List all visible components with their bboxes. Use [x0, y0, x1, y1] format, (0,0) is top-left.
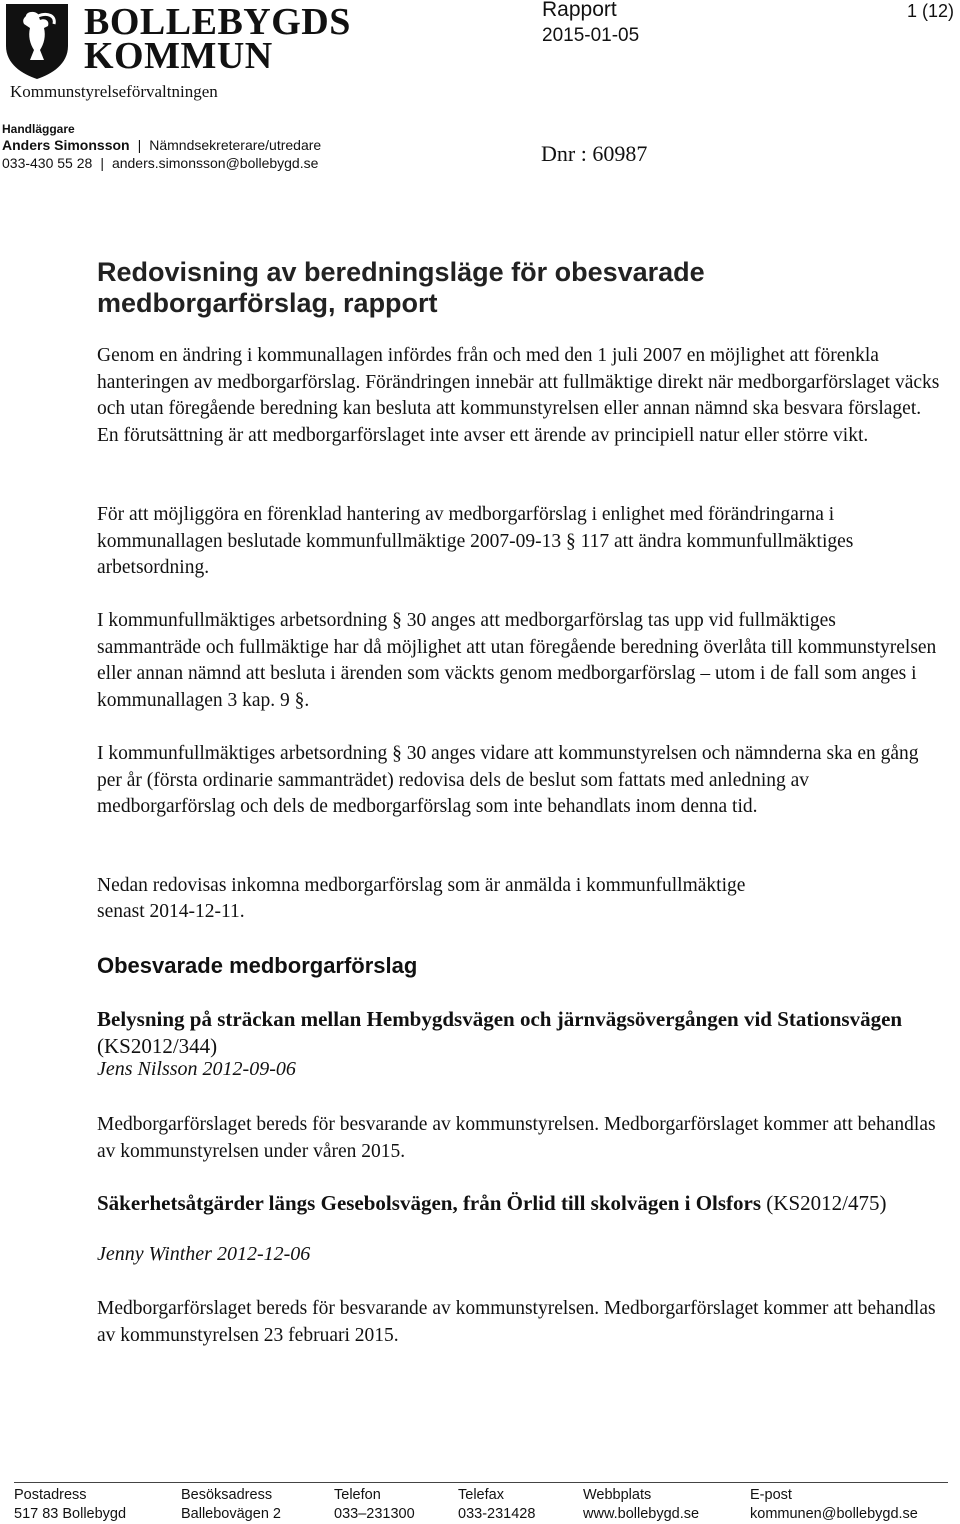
municipality-name-line1: BOLLEBYGDS: [84, 1, 351, 43]
body-paragraph: I kommunfullmäktiges arbetsordning § 30 anges att medborgarförslag tas upp vid fullmäktiges sammanträde och fullmäktige har då möjlighet att utan föregående beredning överlåta till kommunstyrelsen eller annan nämnd att besluta i ärenden som väckts genom medborgarförslag – utom i de fall som anges i kommunallagen 3 kap. 9 §.: [97, 610, 937, 711]
handler-contact-line: [2, 155, 318, 171]
section-heading: Obesvarade medborgarförslag: [97, 953, 418, 978]
handler-label: Handläggare: [2, 122, 75, 136]
handler-email[interactable]: anders.simonsson@bollebygd.se: [111, 155, 319, 171]
footer-label: Postadress: [14, 1487, 87, 1503]
footer-value[interactable]: kommunen@bollebygd.se: [750, 1506, 918, 1522]
footer-value: 033-231428: [458, 1506, 536, 1522]
body-paragraph: senast 2014-12-11.: [97, 901, 245, 922]
proposal-title-text: Belysning på sträckan mellan Hembygdsvägen och järnvägsövergången vid Stationsvägen: [97, 1007, 903, 1031]
department-name: Kommunstyrelseförvaltningen: [10, 82, 218, 101]
footer-website[interactable]: [583, 1486, 699, 1524]
handler-name: Anders Simonsson: [2, 137, 130, 153]
footer-label: E-post: [750, 1487, 792, 1503]
proposal-reference: (KS2012/475): [766, 1191, 887, 1215]
footer-label: Webbplats: [583, 1487, 652, 1503]
footer-fax: [458, 1486, 535, 1524]
footer-email[interactable]: [750, 1486, 918, 1524]
footer-value: 517 83 Bollebygd: [14, 1506, 127, 1522]
registration-number: Dnr : 60987: [541, 141, 648, 166]
page-number: 1 (12): [906, 1, 954, 21]
body-paragraph: Genom en ändring i kommunallagen infördes från och med den 1 juli 2007 en möjlighet att förenkla hanteringen av medborgarförslag. Förändringen innebär att fullmäktige direkt när medborgarförslaget väcks och utan föregående beredning kan besluta att kommunstyrelsen eller annan nämnd ska besvara förslaget. En förutsättning är att medborgarförslaget inte avser ett ärende av principiell natur eller större vikt.: [97, 345, 940, 446]
proposal-author: Jenny Winther 2012-12-06: [97, 1243, 311, 1265]
municipality-crest-icon: [4, 2, 70, 80]
footer-value: Ballebovägen 2: [181, 1506, 281, 1522]
proposal-author: Jens Nilsson 2012-09-06: [97, 1058, 296, 1080]
footer-label: Telefax: [458, 1487, 504, 1503]
footer-divider: [14, 1482, 948, 1483]
municipality-name-line2: KOMMUN: [84, 35, 273, 77]
handler-role: Nämndsekreterare/utredare: [149, 137, 322, 153]
document-type: Rapport: [542, 0, 617, 21]
handler-name-line: [2, 137, 321, 153]
municipality-logo: [4, 1, 351, 82]
separator: |: [100, 155, 104, 171]
proposal-title: [97, 1190, 917, 1217]
proposal-title-text: Säkerhetsåtgärder längs Gesebolsvägen, från Örlid till skolvägen i Olsfors: [97, 1191, 762, 1215]
footer-label: Besöksadress: [181, 1487, 273, 1503]
proposal-status: Medborgarförslaget bereds för besvarande av kommunstyrelsen. Medborgarförslaget kommer att behandlas av kommunstyrelsen 23 februari 2015.: [97, 1298, 936, 1346]
proposal-reference: (KS2012/344): [97, 1034, 218, 1058]
footer-value[interactable]: www.bollebygd.se: [583, 1506, 700, 1522]
footer-postal-address: [14, 1486, 126, 1524]
footer-phone: [334, 1486, 415, 1524]
handler-phone: 033-430 55 28: [2, 155, 93, 171]
body-paragraph: I kommunfullmäktiges arbetsordning § 30 anges vidare att kommunstyrelsen och nämnderna ska en gång per år (första ordinarie sammanträdet) redovisa dels de beslut som fattats med anledning av medborgarförslag och dels de medborgarförslag som inte behandlats inom denna tid.: [97, 743, 919, 817]
proposal-title: [97, 1006, 917, 1060]
body-paragraph: För att möjliggöra en förenklad hantering av medborgarförslag i enlighet med förändringarna i kommunallagen beslutade kommunfullmäktige 2007-09-13 § 117 att ändra kommunfullmäktiges arbetsordning.: [97, 504, 854, 578]
document-title: Redovisning av beredningsläge för obesvarade medborgarförslag, rapport: [97, 257, 705, 318]
body-paragraph: Nedan redovisas inkomna medborgarförslag som är anmälda i kommunfullmäktige: [97, 875, 746, 896]
footer-value: 033–231300: [334, 1506, 415, 1522]
footer-visiting-address: [181, 1486, 281, 1524]
footer-label: Telefon: [334, 1487, 381, 1503]
separator: |: [137, 137, 142, 153]
proposal-status: Medborgarförslaget bereds för besvarande av kommunstyrelsen. Medborgarförslaget kommer att behandlas av kommunstyrelsen under våren 2015.: [97, 1114, 936, 1162]
document-date: 2015-01-05: [542, 25, 640, 46]
